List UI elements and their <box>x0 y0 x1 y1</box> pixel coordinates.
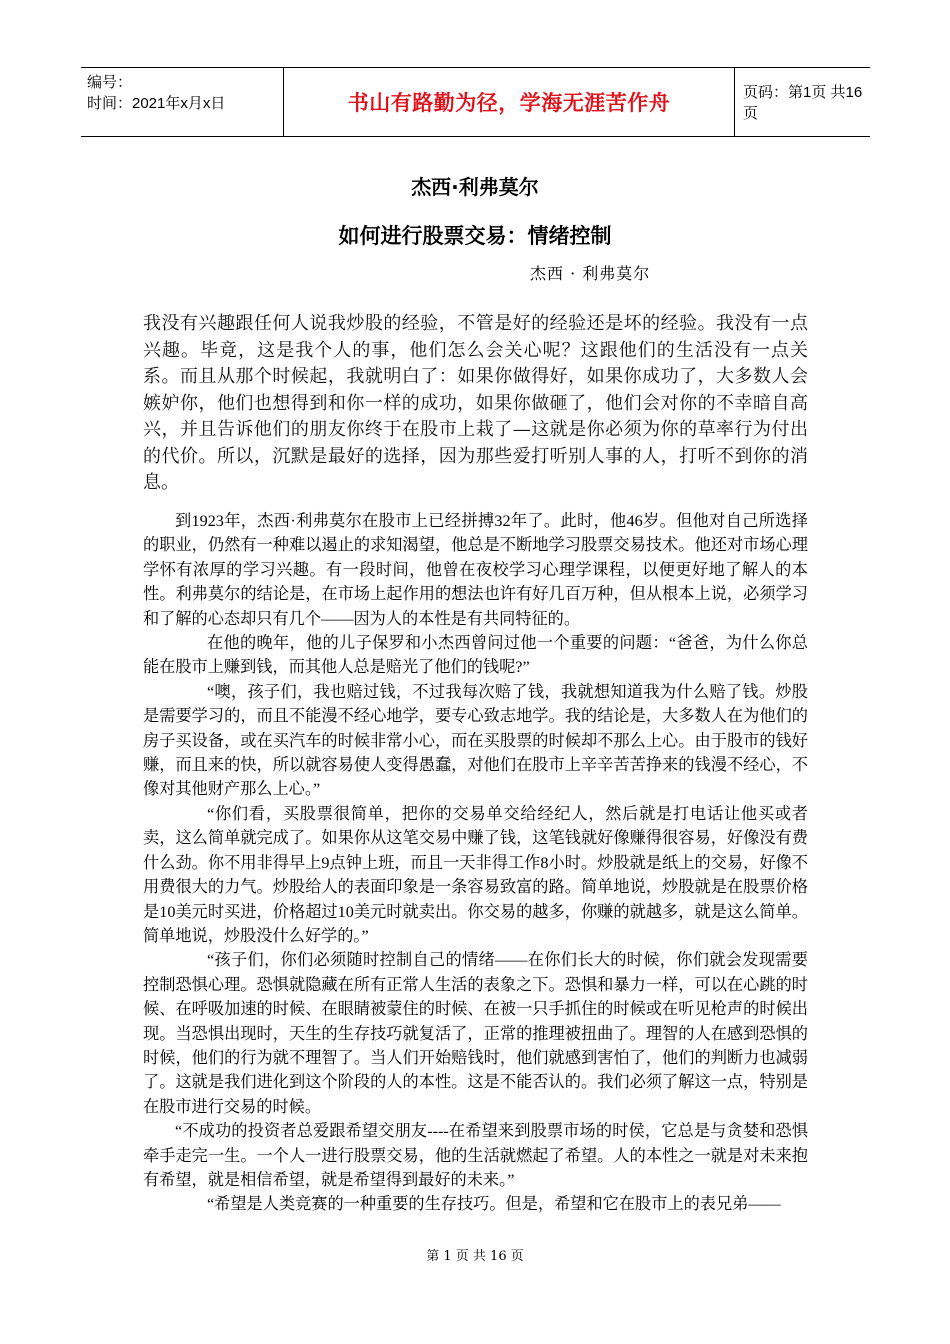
header-meta <box>81 68 284 136</box>
body-paragraph: 在他的晚年，他的儿子保罗和小杰西曾问过他一个重要的问题：“爸爸，为什么你总能在股市上赚到钱，而其他人总是赔光了他们的钱呢?” <box>143 634 808 677</box>
body-paragraph: “噢，孩子们，我也赔过钱，不过我每次赔了钱，我就想知道我为什么赔了钱。炒股是需要学习的，而且不能漫不经心地学，要专心致志地学。我的结论是，大多数人在为他们的房子买设备，或在买汽车的时候非常小心，而在买股票的时候却不那么上心。由于股市的钱好赚，而且来的快，所以就容易使人变得愚蠢，对他们在股市上辛辛苦苦挣来的钱漫不经心，不像对其他财产那么上心。” <box>143 682 808 799</box>
document-title: 杰西·利弗莫尔 <box>411 175 539 199</box>
number-label: 编号： <box>87 74 133 91</box>
body-paragraph: “你们看，买股票很简单，把你的交易单交给经纪人，然后就是打电话让他买或者卖，这么简单就完成了。如果你从这笔交易中赚了钱，这笔钱就好像赚得很容易，好像没有费什么劲。你不用非得早上9点钟上班，而且一天非得工作8小时。炒股就是纸上的交易，好像不用费很大的力气。炒股给人的表面印象是一条容易致富的路。简单地说，炒股就是在股票价格是10美元时买进，价格超过10美元时就卖出。你交易的越多，你赚的就越多，就是这么简单。简单地说，炒股没什么好学的。” <box>143 804 808 945</box>
intro-paragraph: 我没有兴趣跟任何人说我炒股的经验，不管是好的经验还是坏的经验。我没有一点兴趣。毕竟，这是我个人的事，他们怎么会关心呢？这跟他们的生活没有一点关系。而且从那个时候起，我就明白了：如果你做得好，如果你成功了，大多数人会嫉妒你，他们也想得到和你一样的成功，如果你做砸了，他们会对你的不幸暗自高兴，并且告诉他们的朋友你终于在股市上栽了—这就是你必须为你的草率行为付出的代价。所以，沉默是最好的选择，因为那些爱打听别人事的人，打听不到你的消息。 <box>143 313 808 493</box>
date-label: 时间：2021年x月x日 <box>87 95 226 112</box>
body-paragraph: “不成功的投资者总爱跟希望交朋友----在希望来到股票市场的时侯，它总是与贪婪和恐惧牵手走完一生。一个人一进行股票交易，他的生活就燃起了希望。人的本性之一就是对未来抱有希望，就是相信希望，就是希望得到最好的未来。” <box>143 1122 808 1189</box>
document-subtitle: 如何进行股票交易：情绪控制 <box>338 224 612 248</box>
body-paragraph: 到1923年，杰西·利弗莫尔在股市上已经拼搏32年了。此时，他46岁。但他对自己所选择的职业，仍然有一种难以遏止的求知渴望，他总是不断地学习股票交易技术。他还对市场心理学怀有浓厚的学习兴趣。有一段时间，他曾在夜校学习心理学课程，以便更好地了解人的本性。利弗莫尔的结论是，在市场上起作用的想法也许有好几百万种，但从根本上说，必须学习和了解的心态却只有几个——因为人的本性是有共同特征的。 <box>143 512 808 628</box>
header-page-label: 页码：第1页 共16页 <box>743 84 863 122</box>
author-line: 杰西 · 利弗莫尔 <box>530 264 651 283</box>
body-paragraph: “希望是人类竞赛的一种重要的生存技巧。但是，希望和它在股市上的表兄弟—— <box>207 1195 781 1214</box>
header-motto: 书山有路勤为径，学海无涯苦作舟 <box>284 68 735 136</box>
page-footer: 第 1 页 共 16 页 <box>426 1249 524 1264</box>
page-header <box>81 67 870 137</box>
body-paragraph: “孩子们，你们必须随时控制自己的情绪——在你们长大的时候，你们就会发现需要控制恐惧心理。恐惧就隐藏在所有正常人生活的表象之下。恐惧和暴力一样，可以在心跳的时候、在呼吸加速的时候、在眼睛被蒙住的时候、在被一只手抓住的时候或在听见枪声的时候出现。当恐惧出现时，天生的生存技巧就复活了，正常的推理被扭曲了。理智的人在感到恐惧的时候，他们的行为就不理智了。当人们开始赔钱时，他们就感到害怕了，他们的判断力也减弱了。这就是我们进化到这个阶段的人的本性。这是不能否认的。我们必须了解这一点，特别是在股市进行交易的时候。 <box>143 951 808 1116</box>
body-text <box>143 509 808 1217</box>
